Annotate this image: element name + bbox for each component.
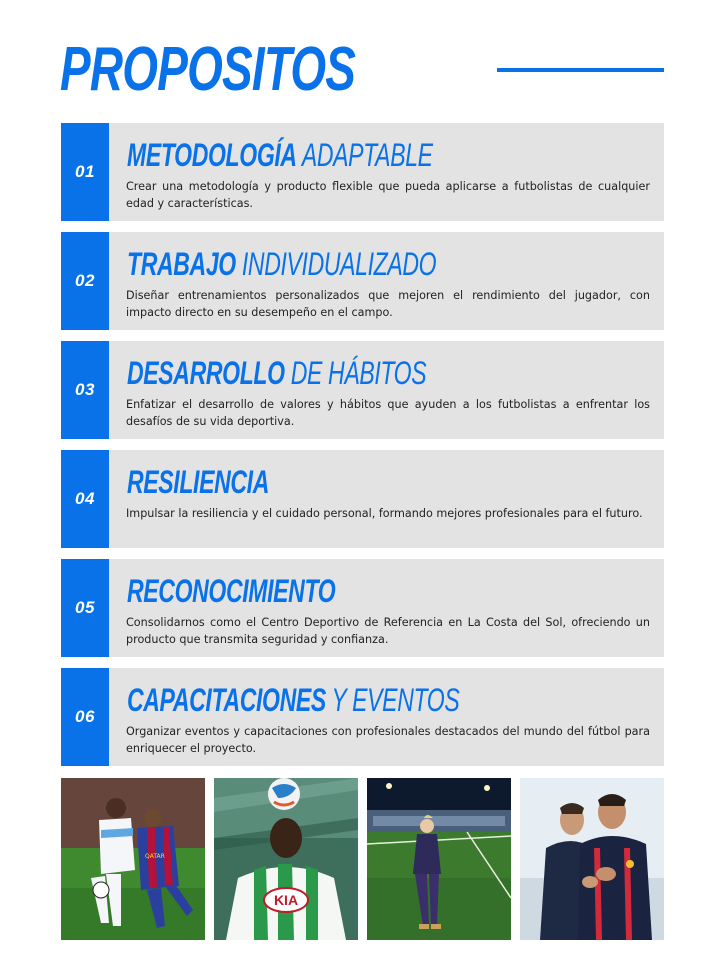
card-title (127, 244, 436, 284)
purpose-card-05 (61, 559, 664, 657)
card-description: Consolidarnos como el Centro Deportivo de Referencia en La Costa del Sol, ofreciendo un producto que transmita seguridad y confianza. (126, 616, 650, 646)
player-heading-ball-photo (214, 778, 358, 940)
player-heading-ball-illustration (214, 778, 358, 940)
number-badge (61, 123, 109, 221)
card-description: Impulsar la resiliencia y el cuidado personal, formando mejores profesionales para el futuro. (126, 507, 643, 520)
card-title-strong: TRABAJO (127, 246, 236, 282)
purpose-card-06 (61, 668, 664, 766)
card-number: 05 (75, 598, 95, 617)
card-description: Enfatizar el desarrollo de valores y hábitos que ayuden a los futbolistas a enfrentar los desafíos de su vida deportiva. (126, 398, 650, 428)
card-description: Diseñar entrenamientos personalizados que mejoren el rendimiento del jugador, con impacto directo en su desempeño en el campo. (126, 289, 650, 319)
card-title-strong: METODOLOGÍA (127, 137, 297, 173)
card-title (127, 135, 433, 175)
number-badge (61, 232, 109, 330)
card-number: 03 (75, 380, 95, 399)
purpose-card-04 (61, 450, 664, 548)
title-underline (497, 68, 664, 72)
coach-on-pitch-photo (367, 778, 511, 940)
page-title: PROPOSITOS (60, 35, 356, 104)
card-title (127, 680, 459, 720)
card-title-light: Y EVENTOS (331, 682, 460, 718)
number-badge (61, 450, 109, 548)
number-badge (61, 668, 109, 766)
two-coaches-illustration (520, 778, 664, 940)
card-title-strong: RECONOCIMIENTO (127, 573, 336, 609)
coach-on-pitch-illustration (367, 778, 511, 940)
card-title-strong: RESILIENCIA (127, 464, 269, 500)
card-title (127, 353, 426, 393)
jersey-text: QATAR (145, 853, 165, 860)
purposes-list (61, 123, 664, 777)
card-number: 04 (75, 489, 95, 508)
number-badge (61, 559, 109, 657)
card-title-light: ADAPTABLE (301, 137, 433, 173)
photo-strip (61, 778, 664, 940)
card-title-light: INDIVIDUALIZADO (241, 246, 437, 282)
card-title (127, 462, 269, 502)
two-coaches-photo (520, 778, 664, 940)
card-title-strong: CAPACITACIONES (127, 682, 326, 718)
two-players-dueling-photo (61, 778, 205, 940)
two-players-dueling-illustration (61, 778, 205, 940)
card-number: 01 (75, 162, 95, 181)
purpose-card-02 (61, 232, 664, 330)
card-number: 06 (75, 707, 95, 726)
purpose-card-01 (61, 123, 664, 221)
number-badge (61, 341, 109, 439)
purpose-card-03 (61, 341, 664, 439)
jersey-text: KIA (273, 892, 299, 908)
card-number: 02 (75, 271, 95, 290)
card-description: Organizar eventos y capacitaciones con profesionales destacados del mundo del fútbol para enriquecer el proyecto. (126, 725, 650, 755)
card-description: Crear una metodología y producto flexible que pueda aplicarse a futbolistas de cualquier edad y características. (126, 180, 650, 210)
card-title (127, 571, 335, 611)
card-title-strong: DESARROLLO (127, 355, 285, 391)
card-title-light: DE HÁBITOS (290, 355, 427, 391)
